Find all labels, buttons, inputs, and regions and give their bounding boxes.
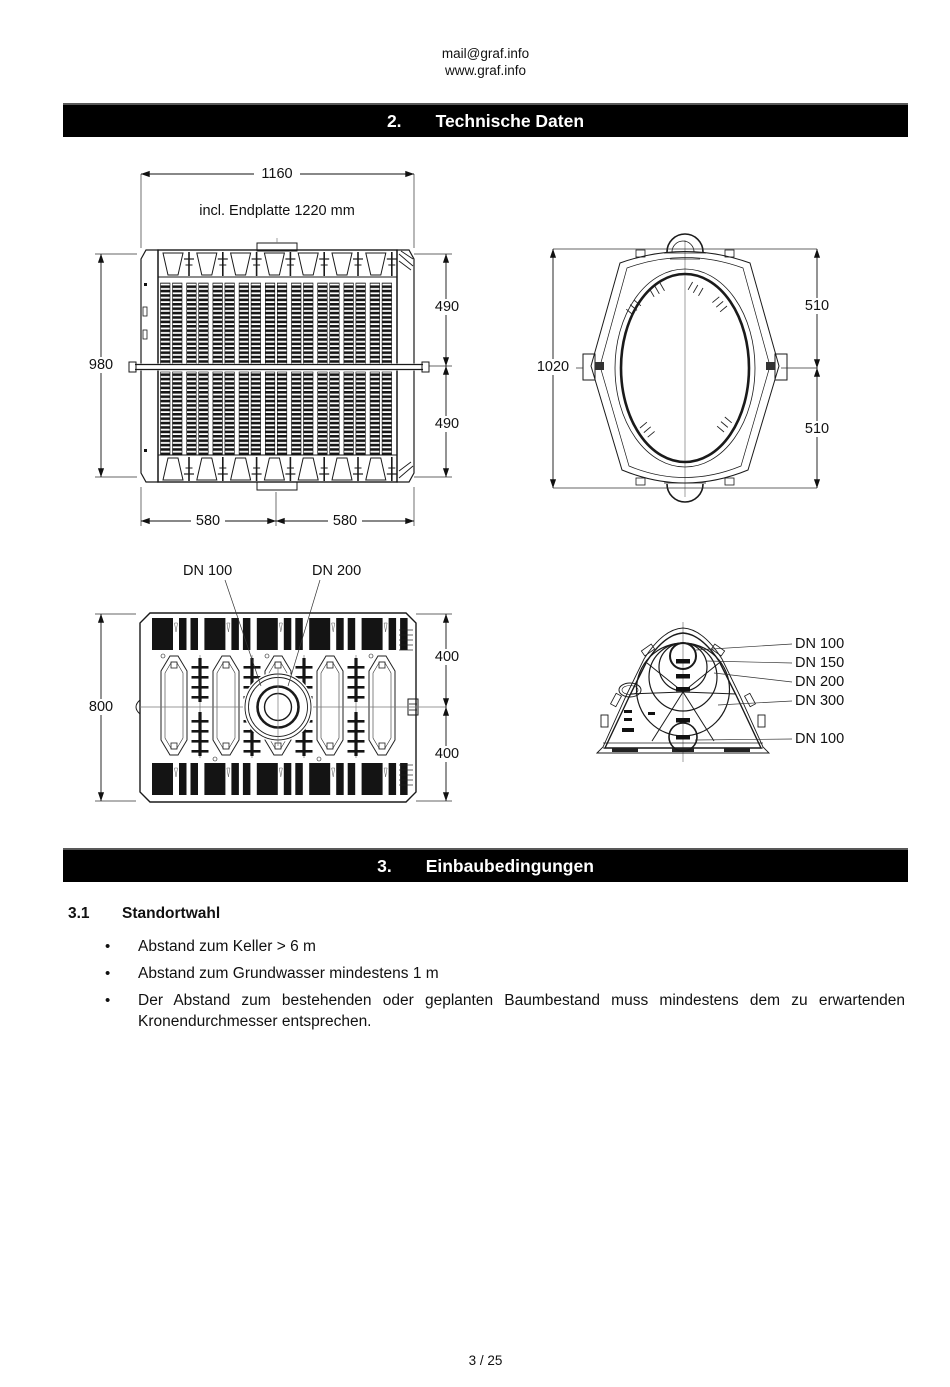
page-number: 3 / 25 xyxy=(468,1353,503,1368)
dim-400-lower: 400 xyxy=(434,746,460,762)
cross-section-dimensions xyxy=(530,249,834,488)
figure-cross-section xyxy=(530,234,834,502)
label-dn200-topview: DN 200 xyxy=(312,563,362,579)
figure-side-view xyxy=(84,166,464,529)
section-3-title: Einbaubedingungen xyxy=(425,855,594,876)
dim-490-upper: 490 xyxy=(434,299,460,315)
section-3-banner xyxy=(63,848,908,882)
subsection-number: 3.1 xyxy=(68,905,90,922)
page-header xyxy=(63,46,908,79)
bullet-text: Abstand zum Keller > 6 m xyxy=(138,938,316,955)
bullet-item xyxy=(105,936,905,957)
dim-580-left: 580 xyxy=(195,513,221,529)
label-dn150: DN 150 xyxy=(795,655,845,671)
label-dn100-bottom: DN 100 xyxy=(795,731,845,747)
section-2-number: 2. xyxy=(386,110,402,131)
standortwahl-bullet-list xyxy=(105,936,905,1038)
subsection-title: Standortwahl xyxy=(122,905,221,922)
figure-top-view xyxy=(84,563,464,802)
bullet-marker xyxy=(105,936,138,957)
bullet-marker xyxy=(105,990,138,1032)
header-email: mail@graf.info xyxy=(441,46,530,61)
bullet-item xyxy=(105,963,905,984)
section-2-banner xyxy=(63,103,908,137)
figure-end-plate xyxy=(597,622,844,762)
bullet-marker xyxy=(105,963,138,984)
dim-510-upper: 510 xyxy=(804,298,830,314)
end-plate-leaders xyxy=(695,644,792,740)
label-dn100-topview: DN 100 xyxy=(183,563,233,579)
bullet-text: Der Abstand zum bestehenden oder geplanten Baumbestand muss mindestens dem zu erwartenden Kronendurchmesser entsprechen. xyxy=(138,992,905,1030)
dim-980: 980 xyxy=(88,357,114,373)
section-2-title: Technische Daten xyxy=(435,110,585,131)
note-endplatte: incl. Endplatte 1220 mm xyxy=(199,203,355,219)
dim-580-right: 580 xyxy=(332,513,358,529)
header-website: www.graf.info xyxy=(444,62,527,78)
technical-drawings xyxy=(0,150,950,830)
dim-510-lower: 510 xyxy=(804,421,830,437)
label-dn200: DN 200 xyxy=(795,674,845,690)
bullet-item xyxy=(105,990,905,1032)
section-3-number: 3. xyxy=(377,855,392,876)
label-dn100-top: DN 100 xyxy=(795,636,845,652)
bullet-text: Abstand zum Grundwasser mindestens 1 m xyxy=(138,965,439,982)
label-dn300: DN 300 xyxy=(795,693,845,709)
dim-800: 800 xyxy=(88,699,114,715)
dim-490-lower: 490 xyxy=(434,416,460,432)
dim-400-upper: 400 xyxy=(434,649,460,665)
subsection-3-1-heading xyxy=(68,905,220,923)
dim-1020: 1020 xyxy=(536,359,570,375)
dim-1160: 1160 xyxy=(261,166,293,182)
